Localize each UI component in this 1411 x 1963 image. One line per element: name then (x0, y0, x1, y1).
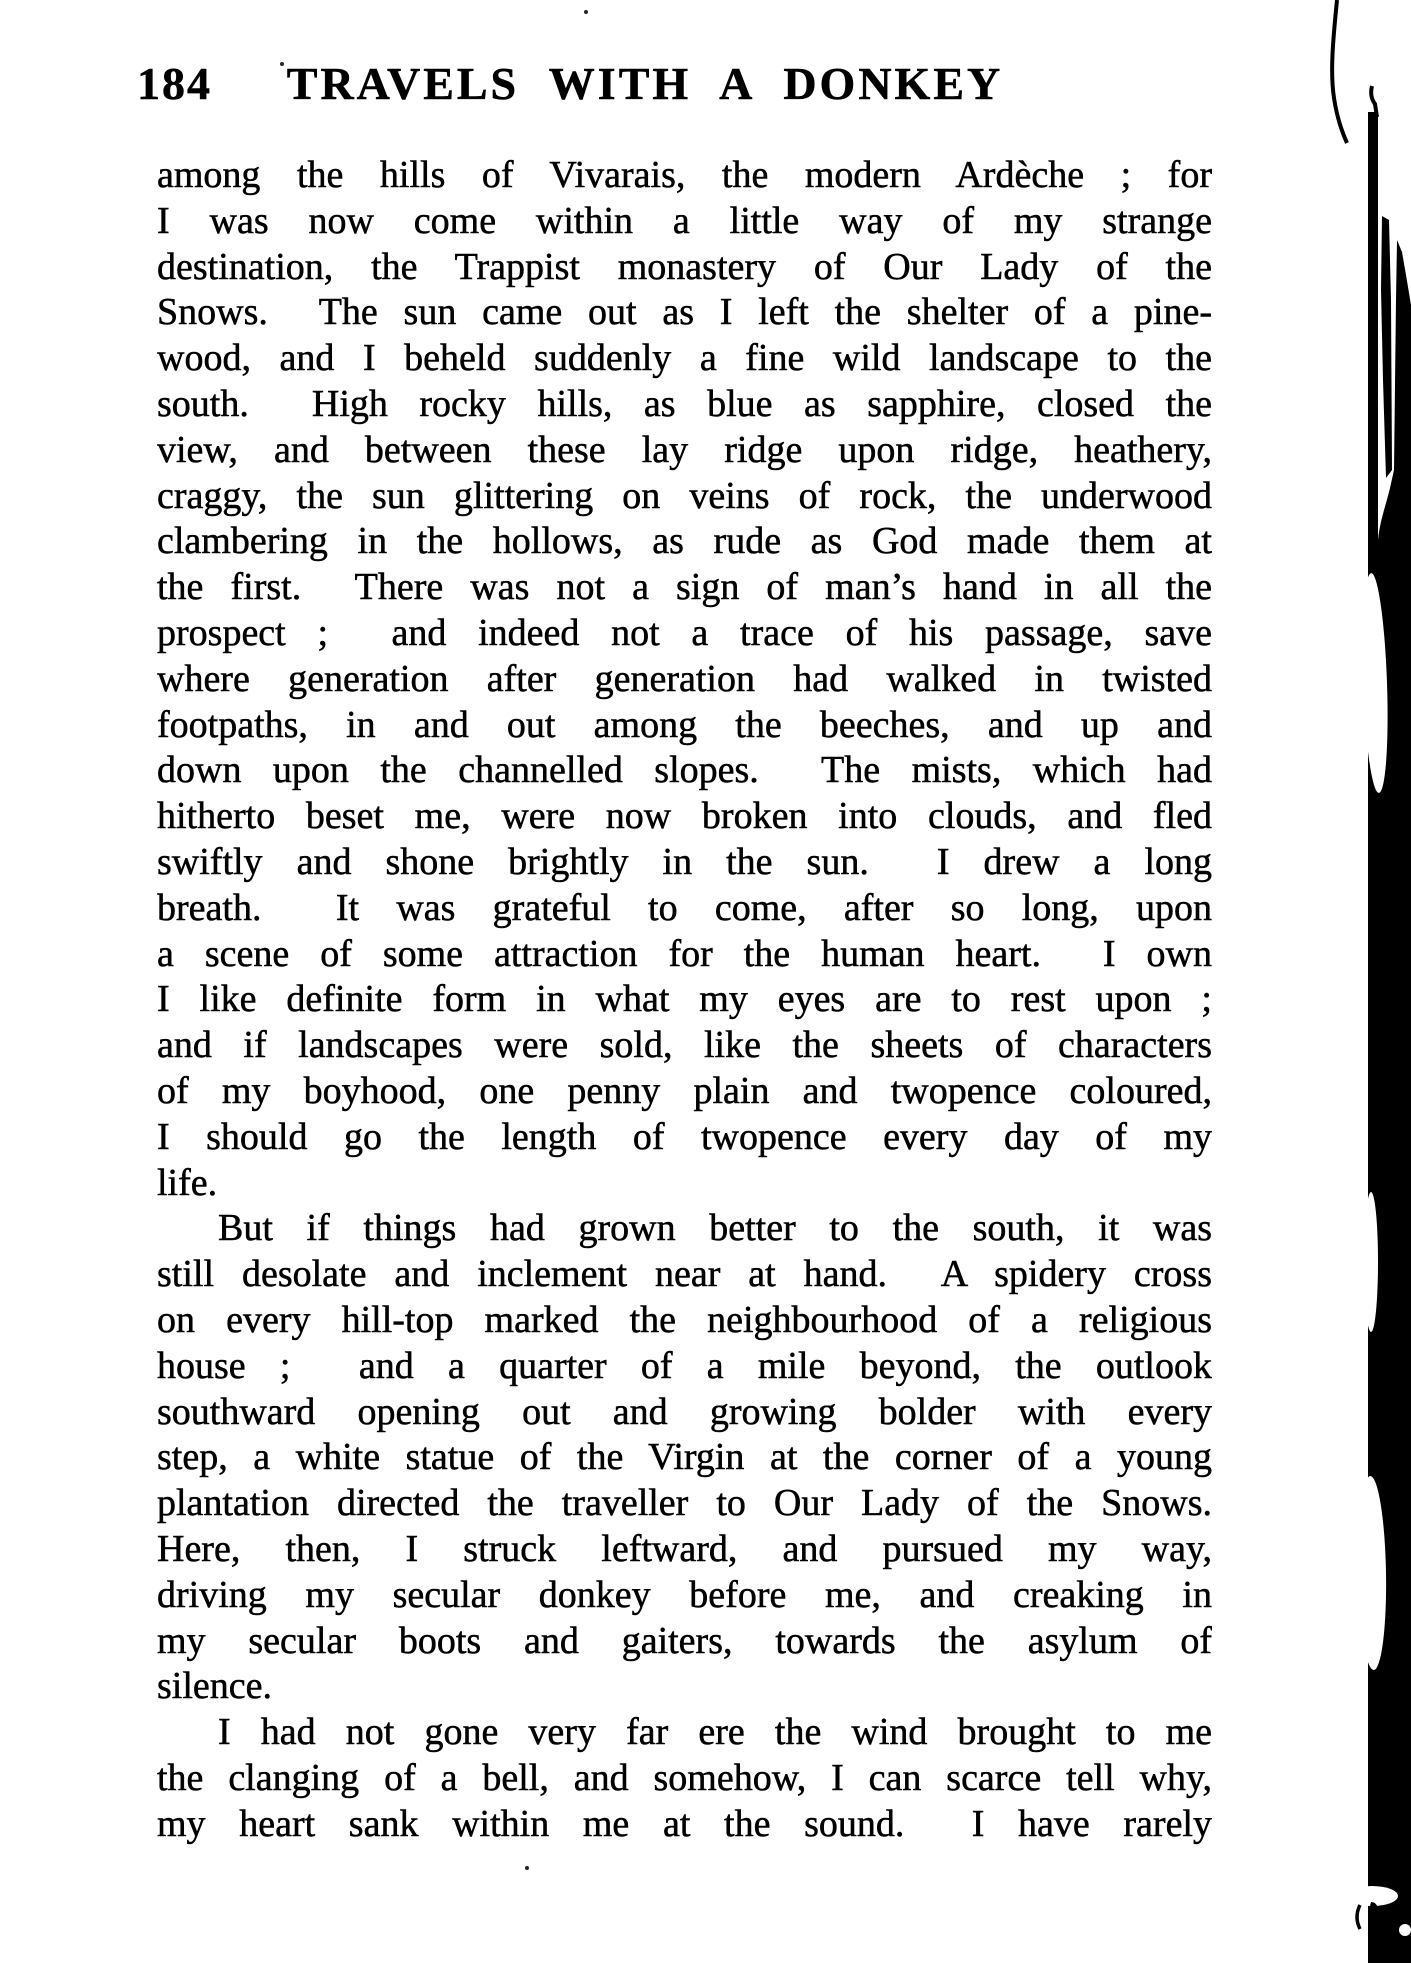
text-line: prospect ; and indeed not a trace of his passage, save (157, 611, 1212, 654)
text-line: But if things had grown better to the south, it was (218, 1207, 1212, 1250)
stray-dot (525, 1866, 529, 1870)
text-line: Here, then, I struck leftward, and pursued my way, (157, 1527, 1212, 1570)
text-line: clambering in the hollows, as rude as God made them at (157, 520, 1212, 563)
running-head (137, 58, 1212, 114)
text-line: south. High rocky hills, as blue as sapphire, closed the (157, 382, 1212, 425)
binding-shadow (1320, 0, 1411, 1963)
text-line: the clanging of a bell, and somehow, I can scarce tell why, (157, 1756, 1212, 1799)
text-line: plantation directed the traveller to Our Lady of the Snows. (157, 1482, 1212, 1525)
text-line: and if landscapes were sold, like the sheets of characters (157, 1024, 1212, 1067)
text-line: Snows. The sun came out as I left the shelter of a pine- (157, 291, 1212, 334)
gutter-crease-mark (1332, 0, 1347, 143)
text-line: silence. (157, 1665, 273, 1708)
stray-dot (280, 62, 284, 66)
text-line: of my boyhood, one penny plain and twopence coloured, (157, 1069, 1212, 1112)
text-line: swiftly and shone brightly in the sun. I drew a long (157, 840, 1212, 883)
text-line: down upon the channelled slopes. The mists, which had (157, 749, 1212, 792)
stray-dot (584, 10, 588, 14)
text-line: view, and between these lay ridge upon ridge, heathery, (157, 428, 1212, 471)
page-title: TRAVELS WITH A DONKEY (286, 58, 1004, 109)
text-line: I had not gone very far ere the wind brought to me (218, 1711, 1212, 1754)
text-line: driving my secular donkey before me, and creaking in (157, 1573, 1212, 1616)
text-block (157, 153, 1212, 1847)
text-line: I should go the length of twopence every day of my (157, 1115, 1212, 1158)
page-number: 184 (137, 58, 212, 109)
text-line: among the hills of Vivarais, the modern Ardèche ; for (157, 154, 1212, 196)
text-line: craggy, the sun glittering on veins of rock, the underwood (157, 474, 1212, 517)
text-line: a scene of some attraction for the human heart. I own (157, 932, 1212, 975)
text-line: the first. There was not a sign of man’s hand in all the (157, 566, 1212, 609)
text-line: house ; and a quarter of a mile beyond, the outlook (157, 1344, 1212, 1387)
text-line: my heart sank within me at the sound. I have rarely (157, 1802, 1212, 1845)
text-line: on every hill-top marked the neighbourhood of a religious (157, 1298, 1212, 1341)
text-line: wood, and I beheld suddenly a fine wild landscape to the (157, 337, 1212, 380)
text-line: still desolate and inclement near at hand. A spidery cross (157, 1253, 1212, 1296)
text-line: my secular boots and gaiters, towards the asylum of (157, 1619, 1212, 1662)
text-line: life. (157, 1161, 218, 1204)
text-line: I was now come within a little way of my strange (157, 199, 1212, 242)
text-line: where generation after generation had walked in twisted (157, 657, 1212, 700)
text-line: southward opening out and growing bolder with every (157, 1390, 1212, 1433)
text-line: hitherto beset me, were now broken into clouds, and fled (157, 795, 1212, 838)
text-line: step, a white statue of the Virgin at the corner of a young (157, 1436, 1212, 1479)
text-line: footpaths, in and out among the beeches, and up and (157, 703, 1212, 746)
text-line: destination, the Trappist monastery of Our Lady of the (157, 245, 1212, 288)
text-line: breath. It was grateful to come, after so long, upon (157, 886, 1212, 929)
text-line: I like definite form in what my eyes are to rest upon ; (157, 978, 1212, 1021)
gutter-bottom-paren-mark (1357, 1905, 1360, 1929)
